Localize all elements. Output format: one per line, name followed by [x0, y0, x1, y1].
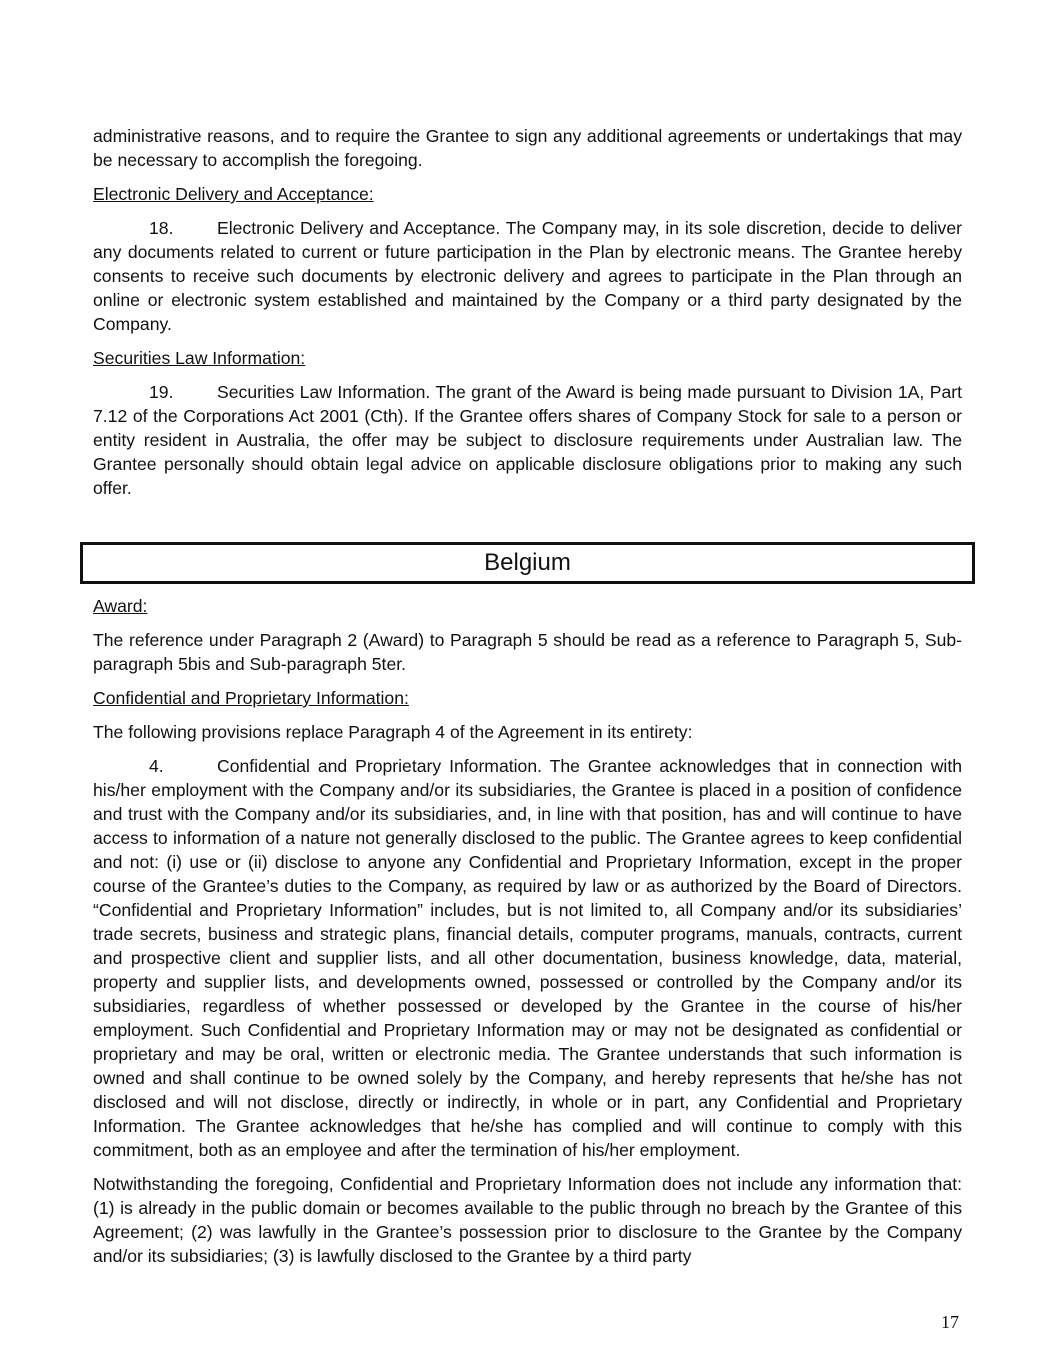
heading-electronic-delivery: Electronic Delivery and Acceptance:	[93, 184, 374, 204]
paragraph-number: 4.	[149, 756, 164, 776]
heading-securities-law: Securities Law Information:	[93, 348, 306, 368]
heading-award: Award:	[93, 596, 148, 616]
paragraph-notwithstanding: Notwithstanding the foregoing, Confidential and Proprietary Information does not include any information that: (1) is already in the public domain or becomes available to the public through no breach by the Grantee of this Agreement; (2) was lawfully in the Grantee’s possession prior to disclosure to the Grantee by the Company and/or its subsidiaries; (3) is lawfully disclosed to the Grantee by a third party	[93, 1174, 962, 1266]
paragraph-18	[93, 216, 962, 336]
paragraph-text: Confidential and Proprietary Information. The Grantee acknowledges that in connection with his/her employment with the Company and/or its subsidiaries, the Grantee is placed in a position of confidence and trust with the Company and/or its subsidiaries, and, in line with that position, has and will continue to have access to information of a nature not generally disclosed to the public. The Grantee agrees to keep confidential and not: (i) use or (ii) disclose to anyone any Confidential and Proprietary Information, except in the proper course of the Grantee’s duties to the Company, as required by law or as authorized by the Board of Directors. “Confidential and Proprietary Information” includes, but is not limited to, all Company and/or its subsidiaries’ trade secrets, business and strategic plans, financial details, computer programs, manuals, contracts, current and prospective client and supplier lists, and all other documentation, business knowledge, data, material, property and supplier lists, and developments owned, possessed or controlled by the Company and/or its subsidiaries, regardless of whether possessed or developed by the Grantee in the course of his/her employment. Such Confidential and Proprietary Information may or may not be designated as confidential or proprietary and may be oral, written or electronic media. The Grantee understands that such information is owned and shall continue to be owned solely by the Company, and hereby represents that he/she has not disclosed and will not disclose, directly or indirectly, in whole or in part, any Confidential and Proprietary Information. The Grantee acknowledges that he/she has complied and will continue to comply with this commitment, both as an employee and after the termination of his/her employment.	[93, 756, 962, 1160]
paragraph-number: 19.	[149, 382, 174, 402]
paragraph-19	[93, 380, 962, 500]
country-title: Belgium	[484, 549, 571, 576]
heading-confidential-information: Confidential and Proprietary Information:	[93, 688, 409, 708]
paragraph-text: Securities Law Information. The grant of the Award is being made pursuant to Division 1A, Part 7.12 of the Corporations Act 2001 (Cth). If the Grantee offers shares of Company Stock for sale to a person or entity resident in Australia, the offer may be subject to disclosure requirements under Australian law. The Grantee personally should obtain legal advice on applicable disclosure obligations prior to making any such offer.	[93, 382, 962, 498]
page-number: 17	[941, 1312, 959, 1332]
paragraph-text: Electronic Delivery and Acceptance. The Company may, in its sole discretion, decide to deliver any documents related to current or future participation in the Plan by electronic means. The Grantee hereby consents to receive such documents by electronic delivery and agrees to participate in the Plan through an online or electronic system established and maintained by the Company or a third party designated by the Company.	[93, 218, 962, 334]
paragraph-continuation: administrative reasons, and to require the Grantee to sign any additional agreements or undertakings that may be necessary to accomplish the foregoing.	[93, 126, 962, 170]
paragraph-4	[93, 754, 962, 1162]
paragraph-replacement-note: The following provisions replace Paragraph 4 of the Agreement in its entirety:	[93, 722, 693, 742]
paragraph-award: The reference under Paragraph 2 (Award) to Paragraph 5 should be read as a reference to Paragraph 5, Sub-paragraph 5bis and Sub-paragraph 5ter.	[93, 630, 962, 674]
paragraph-number: 18.	[149, 218, 174, 238]
country-heading-box	[80, 542, 975, 584]
document-page	[93, 124, 962, 1278]
